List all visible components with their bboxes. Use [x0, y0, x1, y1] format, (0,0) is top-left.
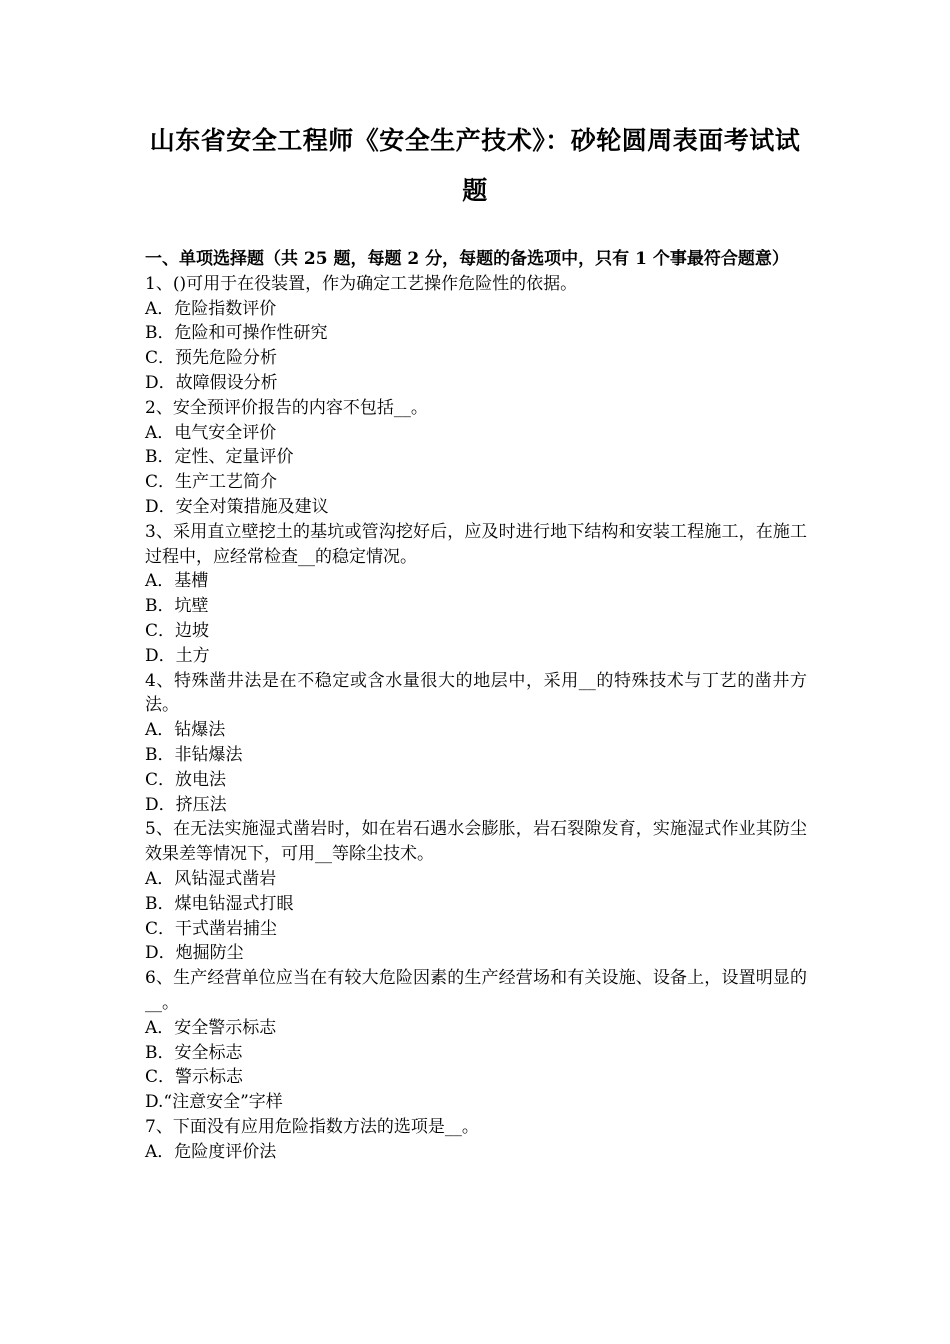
- question-option: D．土方: [145, 645, 210, 666]
- document-title: [120, 116, 830, 216]
- question-option: C．放电法: [145, 769, 227, 790]
- question-option: D．故障假设分析: [145, 372, 278, 393]
- question-option: B．坑壁: [145, 596, 209, 617]
- question-option: B．非钻爆法: [145, 744, 243, 765]
- question-option: A．危险度评价法: [145, 1141, 277, 1162]
- question-stem: 3、采用直立壁挖土的基坑或管沟挖好后，应及时进行地下结构和安装工程施工，在施工过程中，应经常检查__的稳定情况。: [145, 521, 807, 567]
- question-option: A．钻爆法: [145, 720, 226, 741]
- question-option: B．煤电钻湿式打眼: [145, 893, 294, 914]
- question-option: B．危险和可操作性研究: [145, 323, 328, 344]
- question-stem: 1、()可用于在役装置，作为确定工艺操作危险性的依据。: [145, 273, 578, 294]
- question-stem: 7、下面没有应用危险指数方法的选项是__。: [145, 1116, 479, 1137]
- question-option: A．风钻湿式凿岩: [145, 868, 277, 889]
- question-option: B．安全标志: [145, 1042, 243, 1063]
- question-option: A．基槽: [145, 571, 209, 592]
- title-line-1: 山东省安全工程师《安全生产技术》：砂轮圆周表面考试试: [149, 126, 801, 155]
- question-stem: 4、特殊凿井法是在不稳定或含水量很大的地层中，采用__的特殊技术与丁艺的凿井方法。: [145, 670, 807, 716]
- question-option: A．电气安全评价: [145, 422, 277, 443]
- question-option: C．边坡: [145, 620, 210, 641]
- question-option: D.“注意安全”字样: [145, 1092, 283, 1113]
- section-heading: 一、单项选择题（共 25 题，每题 2 分，每题的备选项中，只有 1 个事最符合题意）: [145, 249, 789, 269]
- question-option: D．炮掘防尘: [145, 943, 244, 964]
- question-option: C．警示标志: [145, 1067, 244, 1088]
- question-option: A．安全警示标志: [145, 1017, 277, 1038]
- document-body: [145, 247, 807, 1164]
- question-option: D．安全对策措施及建议: [145, 496, 329, 517]
- question-stem: 6、生产经营单位应当在有较大危险因素的生产经营场和有关设施、设备上，设置明显的__。: [145, 968, 807, 1013]
- question-stem: 5、在无法实施湿式凿岩时，如在岩石遇水会膨胀，岩石裂隙发育，实施湿式作业其防尘效果差等情况下，可用__等除尘技术。: [145, 819, 807, 865]
- question-option: C．生产工艺简介: [145, 472, 278, 493]
- question-option: C．预先危险分析: [145, 348, 278, 369]
- question-stem: 2、安全预评价报告的内容不包括__。: [145, 397, 428, 418]
- title-line-2: 题: [462, 176, 488, 205]
- question-option: C．干式凿岩捕尘: [145, 918, 278, 939]
- question-list: [145, 272, 807, 1165]
- question-option: B．定性、定量评价: [145, 447, 294, 468]
- question-option: A．危险指数评价: [145, 298, 277, 319]
- question-option: D．挤压法: [145, 794, 227, 815]
